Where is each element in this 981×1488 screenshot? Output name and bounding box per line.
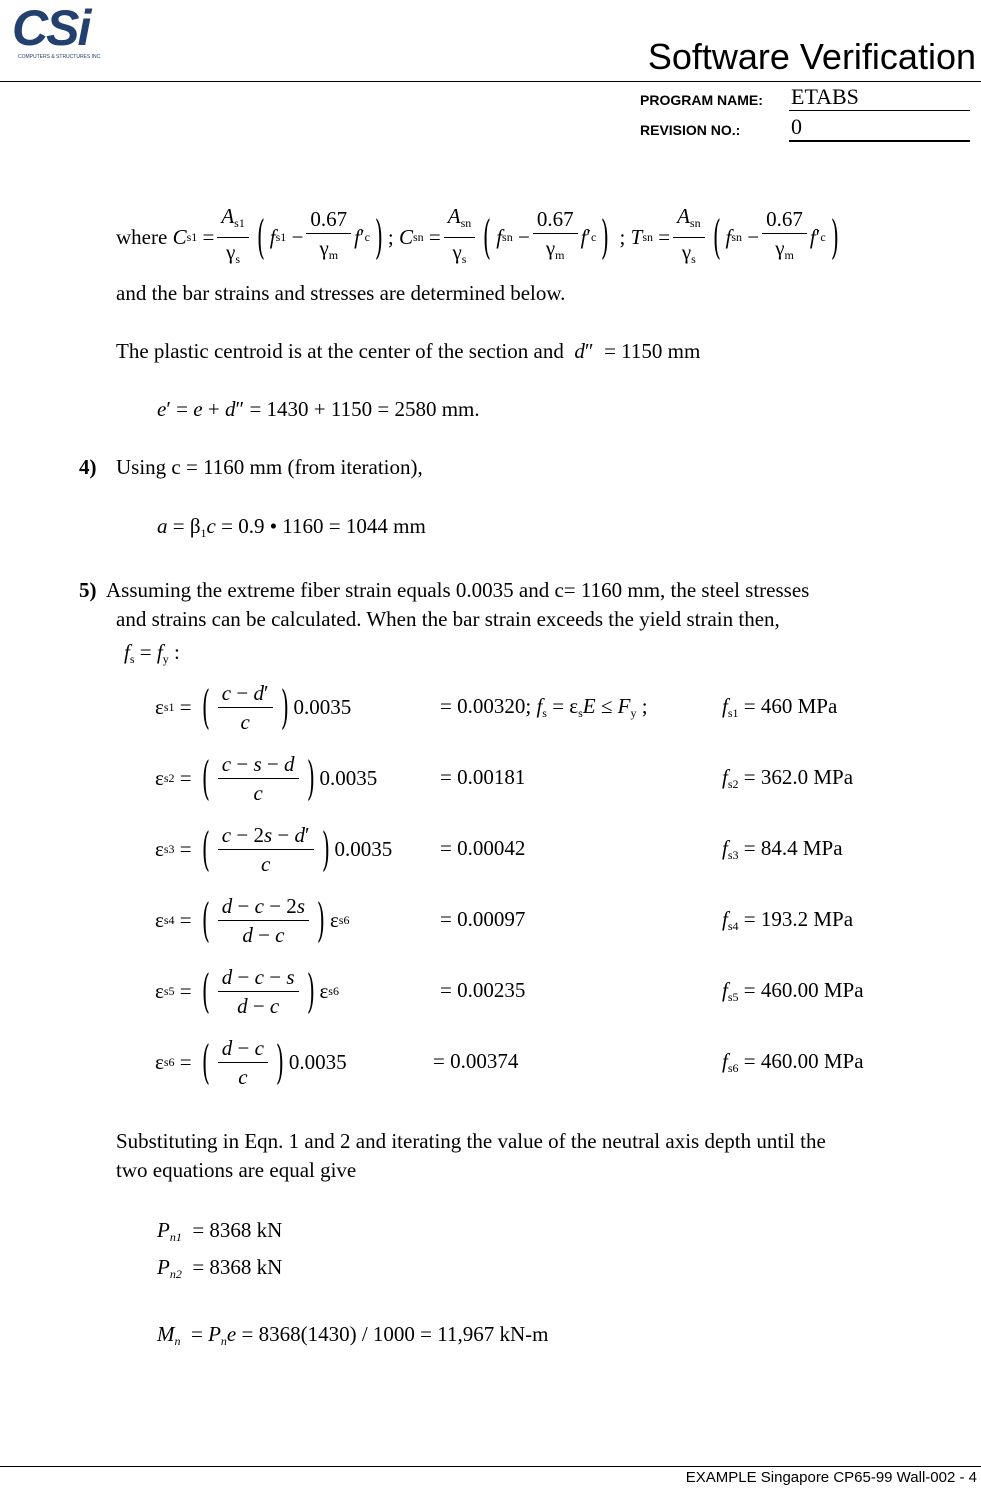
mn-equation: $M_n = P_ne = 8368(1430) / 1000 = 11,967$ kN-m	[157, 1322, 549, 1348]
strain-row-4: ε s4 = ( $\frac{d - c - 2s}{d - c}$ ) ε s6	[155, 893, 350, 947]
stress-value-1: $f_{s1} = 460$ MPa	[722, 694, 838, 720]
program-underline	[789, 110, 970, 111]
footer-text: EXAMPLE Singapore CP65-99 Wall-002 - 4	[685, 1469, 977, 1486]
strain-value-6: = 0.00374	[433, 1049, 519, 1073]
pn2-equation: $P_{n2} = 8368$ kN	[157, 1255, 283, 1281]
strain-row-5: ε s5 = ( $\frac{d - c - s}{d - c}$ ) ε s6	[155, 964, 339, 1018]
revision-label: REVISION NO.:	[640, 122, 741, 138]
strain-value-1: = 0.00320; $f_s = \varepsilon_sE \le F_y$ ;	[440, 694, 648, 720]
substitution-text-1: Substituting in Eqn. 1 and 2 and iterating the value of the neutral axis depth until the	[116, 1129, 826, 1153]
strain-row-2: ε s2 = ( $\frac{c - s - d}{c}$ ) 0.0035	[155, 751, 378, 805]
page-title: Software Verification	[647, 36, 976, 77]
step4-number: 4)	[79, 455, 97, 479]
plastic-centroid-text: The plastic centroid is at the center of the section and d″ = 1150 mm	[116, 339, 701, 363]
step5-text-1: Assuming the extreme fiber strain equals 0.0035 and c= 1160 mm, the steel stresses	[106, 578, 810, 602]
a-equation: $a = \beta_1c = 0.9$ • 1160 = 1044 mm	[157, 514, 426, 540]
e-prime-equation: e′ = e + d″ = 1430 + 1150 = 2580 mm.	[157, 397, 480, 421]
strain-row-3: ε s3 = ( $\frac{c - 2s - d'}{c}$ ) 0.0035	[155, 822, 393, 876]
program-label: PROGRAM NAME:	[640, 92, 763, 108]
strain-row-1: ε s1 = ( $\frac{c - d'}{c}$ ) 0.0035	[155, 680, 352, 734]
stress-value-4: $f_{s4} = 193.2$ MPa	[722, 907, 854, 933]
stress-value-3: $f_{s3} = 84.4$ MPa	[722, 836, 843, 862]
strain-value-2: = 0.00181	[440, 765, 526, 789]
strain-value-5: = 0.00235	[440, 978, 526, 1002]
stress-value-2: $f_{s2} = 362.0$ MPa	[722, 765, 854, 791]
substitution-text-2: two equations are equal give	[116, 1158, 357, 1182]
force-definitions: where C s1 = $\frac{A_{s1}}{\gamma_s}$ ( f s1 − $\frac{0.67}{\gamma_m}$ f ′ c ) ; C sn = $\frac{A_{sn}}{\gamma_s}$ ( f sn − $\frac{0.67}{\gamma_m}$ f ′ c ) ; T sn = $\frac{A_{sn}}{\gamma_s}$ ( f sn − $\frac{0.67}{\gamma_m}$ f ′ c )	[116, 203, 839, 266]
step4-text: Using c = 1160 mm (from iteration),	[116, 455, 423, 479]
step5-text-2: and strains can be calculated. When the bar strain exceeds the yield strain then,	[116, 607, 780, 631]
yield-condition: $f_s = f_y$ :	[124, 640, 180, 666]
header-rule	[0, 81, 981, 82]
where-word: where	[116, 224, 168, 249]
revision-value: 0	[791, 114, 802, 139]
pn1-equation: $P_{n1} = 8368$ kN	[157, 1218, 283, 1244]
revision-underline	[789, 140, 970, 142]
footer-rule	[0, 1466, 981, 1467]
stress-value-6: $f_{s6} = 460.00$ MPa	[722, 1049, 864, 1075]
strain-row-6: ε s6 = ( $\frac{d - c}{c}$ ) 0.0035	[155, 1035, 347, 1089]
program-value: ETABS	[791, 84, 859, 109]
stress-value-5: $f_{s5} = 460.00$ MPa	[722, 978, 864, 1004]
logo-subtext: COMPUTERS & STRUCTURES INC.	[18, 54, 102, 60]
strain-value-4: = 0.00097	[440, 907, 526, 931]
bar-strains-text: and the bar strains and stresses are determined below.	[116, 281, 566, 305]
logo-text: CSi	[12, 0, 90, 56]
step5-number: 5)	[79, 578, 97, 602]
strain-value-3: = 0.00042	[440, 836, 526, 860]
csi-logo	[12, 2, 112, 64]
